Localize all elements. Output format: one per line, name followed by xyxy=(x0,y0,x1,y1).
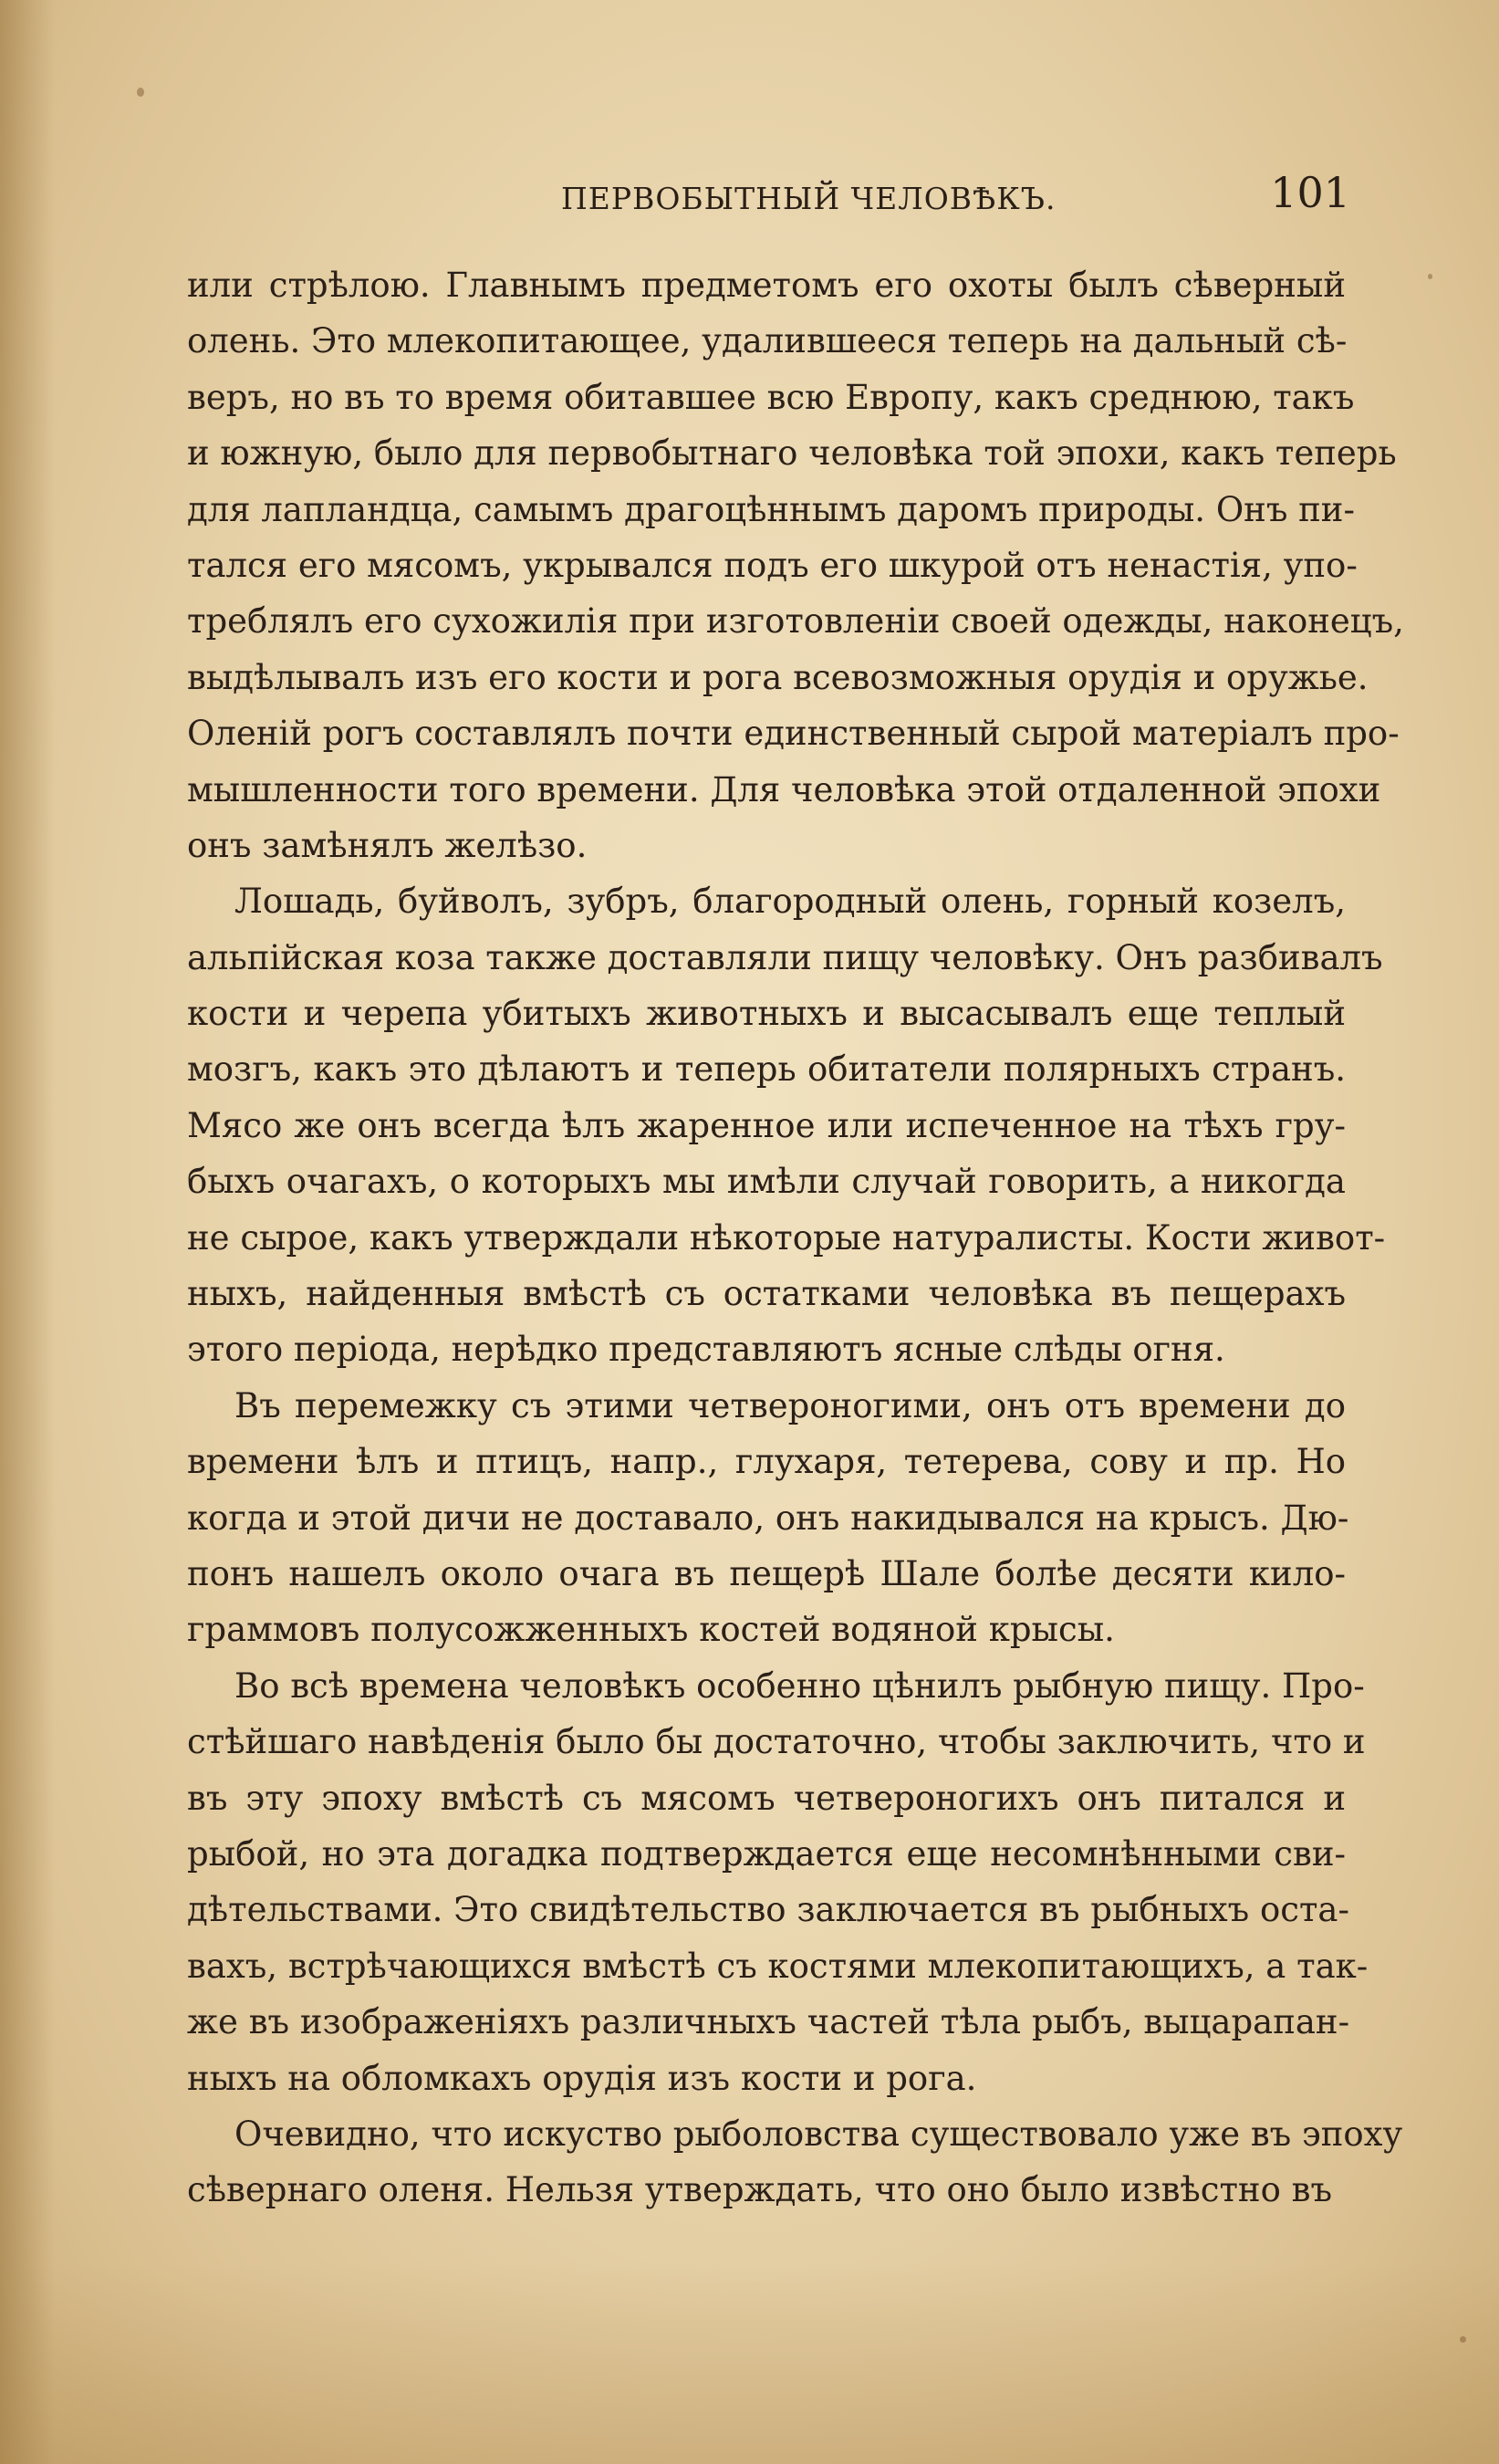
text-line: веръ, но въ то время обитавшее всю Европу, какъ среднюю, такъ xyxy=(187,377,1355,417)
text-line: понъ нашелъ около очага въ пещерѣ Шале болѣе десяти кило- xyxy=(187,1553,1346,1593)
text-line: мышленности того времени. Для человѣка этой отдаленной эпохи xyxy=(187,769,1381,809)
text-line: Въ перемежку съ этими четвероногими, онъ отъ времени до xyxy=(234,1385,1346,1425)
text-line: Оленій рогъ составлялъ почти единственный сырой матеріалъ про- xyxy=(187,714,1400,754)
text-line: времени ѣлъ и птицъ, напр., глухаря, тетерева, сову и пр. Но xyxy=(187,1442,1346,1482)
text-line: граммовъ полусожженныхъ костей водяной крысы. xyxy=(187,1610,1115,1650)
text-line: стѣйшаго навѣденія было бы достаточно, чтобы заключить, что и xyxy=(187,1722,1366,1762)
text-line: ныхъ, найденныя вмѣстѣ съ остатками человѣка въ пещерахъ xyxy=(187,1274,1346,1314)
text-line: когда и этой дичи не доставало, онъ накидывался на крысъ. Дю- xyxy=(187,1498,1349,1538)
ink-spot xyxy=(137,88,144,97)
paragraph xyxy=(187,2106,1403,2219)
paragraph xyxy=(187,257,1404,873)
text-line: же въ изображеніяхъ различныхъ частей тѣла рыбъ, выцарапан- xyxy=(187,2002,1350,2042)
paragraph xyxy=(187,1378,1349,1658)
text-line: ныхъ на обломкахъ орудія изъ кости и рога. xyxy=(187,2058,977,2098)
text-line: Во всѣ времена человѣкъ особенно цѣнилъ рыбную пищу. Про- xyxy=(234,1665,1365,1706)
text-line: олень. Это млекопитающее, удалившееся теперь на дальный сѣ- xyxy=(187,321,1348,361)
paragraph xyxy=(187,873,1386,1378)
running-header xyxy=(187,168,1350,224)
running-title: ПЕРВОБЫТНЫЙ ЧЕЛОВѢКЪ. xyxy=(561,181,1057,216)
paragraph xyxy=(187,1658,1369,2106)
text-line: или стрѣлою. Главнымъ предметомъ его охоты былъ сѣверный xyxy=(187,266,1346,305)
text-line: сѣвернаго оленя. Нельзя утверждать, что оно было извѣстно въ xyxy=(187,2170,1333,2210)
text-line: кости и черепа убитыхъ животныхъ и высасывалъ еще теплый xyxy=(187,994,1346,1034)
page-number: 101 xyxy=(1270,168,1350,217)
text-line: онъ замѣнялъ желѣзо. xyxy=(187,825,588,865)
ink-spot xyxy=(1428,274,1432,279)
text-line: треблялъ его сухожилія при изготовленіи своей одежды, наконецъ, xyxy=(187,601,1404,642)
text-line: дѣтельствами. Это свидѣтельство заключается въ рыбныхъ оста- xyxy=(187,1890,1349,1930)
text-line: альпійская коза также доставляли пищу человѣку. Онъ разбивалъ xyxy=(187,937,1383,977)
page-shadow-bottom xyxy=(0,2263,1499,2464)
page-shadow-left xyxy=(0,0,55,2464)
text-line: не сырое, какъ утверждали нѣкоторые натуралисты. Кости живот- xyxy=(187,1217,1386,1258)
text-line: Лошадь, буйволъ, зубръ, благородный олень, горный козелъ, xyxy=(234,882,1346,922)
text-line: и южную, было для первобытнаго человѣка той эпохи, какъ теперь xyxy=(187,433,1397,474)
ink-spot xyxy=(1460,2336,1466,2343)
text-line: въ эту эпоху вмѣстѣ съ мясомъ четвероногихъ онъ питался и xyxy=(187,1778,1346,1818)
text-line: быхъ очагахъ, о которыхъ мы имѣли случай говорить, а никогда xyxy=(187,1162,1346,1202)
text-line: для лапландца, самымъ драгоцѣннымъ даромъ природы. Онъ пи- xyxy=(187,489,1355,529)
text-line: Очевидно, что искуство рыболовства существовало уже въ эпоху xyxy=(234,2114,1403,2154)
text-line: мозгъ, какъ это дѣлаютъ и теперь обитатели полярныхъ странъ. xyxy=(187,1049,1346,1090)
text-line: выдѣлывалъ изъ его кости и рога всевозможныя орудія и оружье. xyxy=(187,657,1369,697)
text-line: Мясо же онъ всегда ѣлъ жаренное или испеченное на тѣхъ гру- xyxy=(187,1105,1346,1145)
text-line: тался его мясомъ, укрывался подъ его шкурой отъ ненастія, упо- xyxy=(187,545,1358,585)
text-line: рыбой, но эта догадка подтверждается еще несомнѣнными сви- xyxy=(187,1833,1346,1874)
text-line: вахъ, встрѣчающихся вмѣстѣ съ костями млекопитающихъ, а так- xyxy=(187,1946,1369,1986)
text-line: этого періода, нерѣдко представляютъ ясные слѣды огня. xyxy=(187,1330,1225,1370)
body-text xyxy=(187,257,1404,2219)
